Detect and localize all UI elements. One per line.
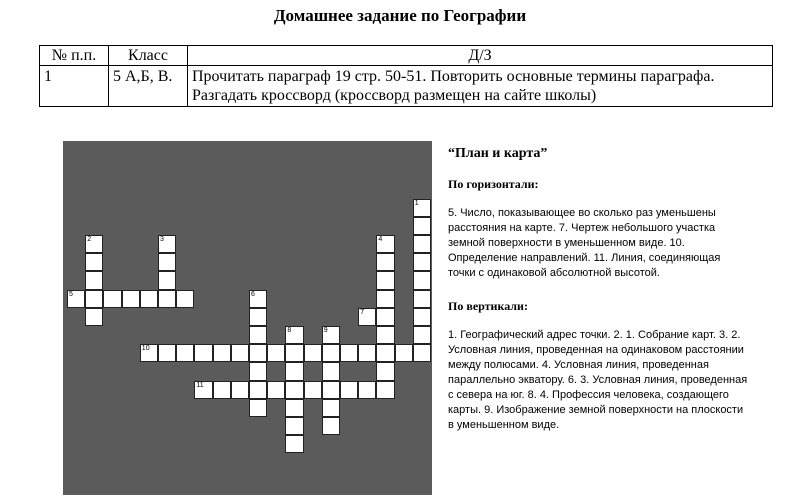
crossword-cell — [413, 253, 431, 271]
crossword-cell — [85, 308, 103, 326]
crossword-cell — [103, 290, 121, 308]
crossword-number: 9 — [323, 327, 328, 334]
row-number: 1 — [40, 66, 109, 107]
crossword-cell — [158, 253, 176, 271]
crossword-cell — [267, 381, 285, 399]
crossword-cell — [322, 381, 340, 399]
crossword-cell — [304, 344, 322, 362]
crossword-cell — [267, 344, 285, 362]
crossword-cell — [340, 344, 358, 362]
crossword-cell — [376, 290, 394, 308]
crossword-cell — [85, 271, 103, 289]
table-row — [40, 66, 773, 107]
crossword-number: 11 — [196, 381, 204, 389]
crossword-number: 5 — [69, 290, 73, 298]
crossword-cell — [231, 344, 249, 362]
crossword-cell — [413, 271, 431, 289]
crossword-cell — [231, 381, 249, 399]
crossword-cell — [322, 417, 340, 435]
crossword-cell — [322, 344, 340, 362]
vertical-heading: По вертикали: — [448, 299, 528, 313]
crossword-number: 8 — [287, 327, 292, 334]
crossword-cell — [122, 290, 140, 308]
crossword-cell — [213, 381, 231, 399]
crossword-cell — [176, 290, 194, 308]
crossword-cell — [322, 362, 340, 380]
crossword-cell — [395, 344, 413, 362]
crossword-cell — [285, 399, 303, 417]
row-task: Прочитать параграф 19 стр. 50-51. Повторить основные термины параграфа. Разгадать кроссворд (кроссворд размещен на сайте школы) — [188, 66, 773, 107]
crossword-cell — [85, 290, 103, 308]
crossword-cell — [358, 344, 376, 362]
crossword-cell — [304, 381, 322, 399]
crossword-number: 2 — [87, 236, 92, 243]
crossword-number: 3 — [160, 236, 164, 243]
homework-table — [39, 45, 773, 107]
crossword-cell — [194, 344, 212, 362]
crossword-cell — [413, 326, 431, 344]
crossword-cell — [376, 381, 394, 399]
header-class: Класс — [109, 46, 188, 66]
crossword-cell — [322, 399, 340, 417]
crossword-cell — [376, 253, 394, 271]
crossword-cell — [376, 308, 394, 326]
crossword-cell — [249, 308, 267, 326]
crossword-cell — [85, 253, 103, 271]
crossword-cell — [340, 381, 358, 399]
crossword-title: “План и карта” — [448, 146, 548, 161]
crossword-cell — [158, 271, 176, 289]
horizontal-clues: 5. Число, показывающее во сколько раз уменьшены расстояния на карте. 7. Чертеж небольшого участка земной поверхности в уменьшенном виде. 10. Определение направлений. 11. Линия, соединяющая точки с одинаковой абсолютной высотой. — [448, 207, 721, 279]
crossword-cell — [376, 326, 394, 344]
crossword-cell — [249, 344, 267, 362]
header-number: № п.п. — [40, 46, 109, 66]
crossword-number: 4 — [378, 236, 383, 243]
vertical-clues: 1. Географический адрес точки. 2. 1. Собрание карт. 3. 2. Условная линия, проведенная на одинаковом расстоянии между полюсами. 4. Условная линия, проведенная параллельно экватору. 6. 3. Условная линия, проведенная с севера на юг. 8. 4. Профессия человека, создающего карты. 9. Изображение земной поверхности на плоскости в уменьшенном виде. — [448, 329, 748, 431]
crossword-cell — [213, 344, 231, 362]
header-task: Д/З — [188, 46, 773, 66]
crossword-cell — [285, 362, 303, 380]
crossword-cell — [413, 308, 431, 326]
crossword-cell — [249, 326, 267, 344]
crossword-cell — [285, 344, 303, 362]
crossword-cell — [413, 290, 431, 308]
crossword-number: 7 — [360, 308, 365, 316]
crossword-cell — [285, 435, 303, 453]
crossword-number: 1 — [414, 199, 419, 207]
crossword-cell — [158, 344, 176, 362]
crossword-cell — [249, 381, 267, 399]
row-class: 5 А,Б, В. — [109, 66, 188, 107]
crossword-cell — [413, 344, 431, 362]
crossword-cell — [358, 381, 376, 399]
crossword-cell — [140, 290, 158, 308]
crossword-cell — [376, 362, 394, 380]
page-title: Домашнее задание по Географии — [273, 6, 527, 25]
crossword-cell — [176, 344, 194, 362]
horizontal-heading: По горизонтали: — [448, 177, 539, 191]
clues-panel — [448, 146, 748, 451]
crossword-number: 10 — [141, 345, 150, 353]
crossword-cell — [158, 290, 176, 308]
crossword-cell — [249, 399, 267, 417]
crossword-cell — [413, 217, 431, 235]
crossword-cell — [376, 344, 394, 362]
crossword-cell — [249, 362, 267, 380]
crossword-cell — [285, 417, 303, 435]
crossword-cell — [413, 235, 431, 253]
crossword-cell — [376, 271, 394, 289]
crossword-number: 6 — [251, 290, 255, 298]
crossword-grid — [63, 141, 432, 495]
table-header-row — [40, 46, 773, 66]
crossword-cell — [285, 381, 303, 399]
